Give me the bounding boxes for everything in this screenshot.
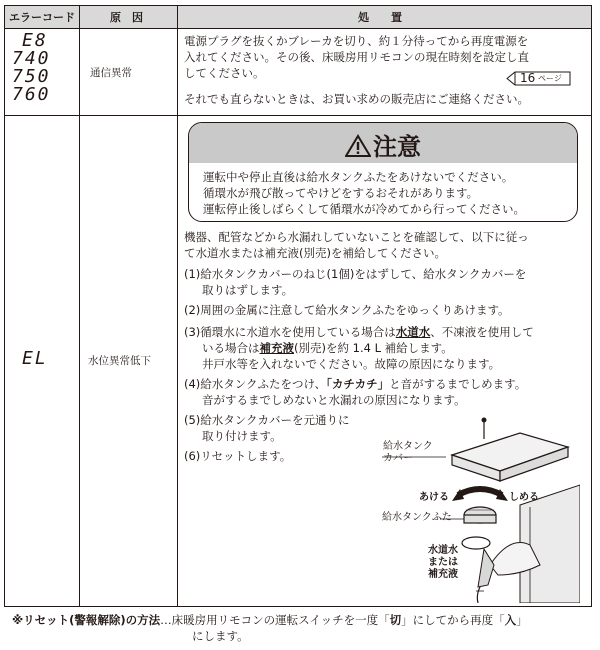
caution-box [188, 122, 578, 222]
cover-label-line: 給水タンク [383, 441, 433, 452]
step6-line: (6)リセットします。 [184, 449, 292, 463]
page-reference [506, 71, 572, 86]
caution-line: 循環水が飛び散ってやけどをするおそれがあります。 [203, 186, 479, 200]
intro-line: 機器、配管などから水漏れしていないことを確認して、以下に従っ [184, 230, 529, 244]
click-sound-term: 「カチカチ」 [326, 377, 390, 391]
row1-line: してください。 [184, 66, 265, 80]
error-code-740: 740 [12, 48, 51, 69]
footnote-text: …床暖房用リモコンの運転スイッチを一度「 [160, 613, 390, 627]
caution-title-row [189, 127, 577, 162]
header-cause: 原 因 [110, 11, 143, 24]
header-cause-cell [80, 6, 177, 28]
refill-liquid-term: 補充液 [259, 341, 294, 355]
row2-intro [184, 229, 584, 261]
footnote-heading: ※リセット(警報解除)の方法 [12, 613, 161, 627]
water-label-line: または [428, 557, 458, 568]
header-code-cell [5, 6, 79, 28]
warning-icon [345, 134, 371, 158]
caution-title: 注意 [373, 133, 421, 161]
error-code-760: 760 [12, 84, 51, 105]
header-action-cell [178, 6, 591, 28]
row1-line: 入れてください。その後、床暖房用リモコンの現在時刻を設定し直 [184, 50, 529, 64]
step5-line: (5)給水タンクカバーを元通りに [184, 413, 350, 427]
water-label-line: 補充液 [428, 569, 458, 580]
caution-line: 運転中や停止直後は給水タンクふたをあけないでください。 [203, 170, 514, 184]
step1-line: (1)給水タンクカバーのねじ(1個)をはずして、給水タンクカバーを [184, 267, 527, 281]
open-label: あける [419, 492, 449, 503]
cause-communication: 通信異常 [90, 67, 132, 79]
error-code-el: EL [22, 348, 48, 369]
caution-body [203, 169, 525, 217]
step3-text: (別売)を約 1.4 L 補給します。 [294, 341, 453, 355]
step-1 [184, 266, 584, 298]
step4-line [184, 376, 584, 392]
cap-label: 給水タンクふた [382, 512, 452, 523]
footnote-line: にします。 [192, 629, 249, 643]
intro-line: て水道水または補充液(別売)を補給してください。 [184, 246, 446, 260]
step-4 [184, 376, 584, 408]
step3-text: (3)循環水に水道水を使用している場合は [184, 325, 396, 339]
cover-label-line: カバー [383, 453, 413, 464]
footnote-text: 」にしてから再度「 [401, 613, 505, 627]
off-term: 切 [389, 613, 402, 627]
step5-line: 取り付けます。 [202, 429, 282, 443]
footnote-line [12, 612, 528, 628]
step1-line: 取りはずします。 [202, 283, 294, 297]
tap-water-term: 水道水 [395, 325, 431, 339]
row-divider [5, 115, 591, 116]
header-action: 処 置 [358, 11, 402, 24]
error-code-750: 750 [12, 66, 51, 87]
error-code-e8: E8 [22, 30, 48, 51]
cover-label [383, 441, 433, 465]
step-2 [184, 302, 584, 318]
step2-line: (2)周囲の金属に注意して給水タンクふたをゆっくりあけます。 [184, 303, 510, 317]
water-label-line: 水道水 [428, 545, 458, 556]
on-term: 入 [504, 613, 517, 627]
col-divider [177, 6, 178, 606]
step-3 [184, 324, 584, 372]
caution-line: 運転停止後しばらくして循環水が冷めてから行ってください。 [203, 202, 525, 216]
reset-footnote [12, 612, 528, 644]
header-code: エラーコード [9, 11, 75, 24]
close-label: しめる [509, 492, 539, 503]
row1-contact [184, 91, 584, 107]
cause-water-level: 水位異常低下 [88, 355, 151, 367]
page-ref-unit: ページ [538, 74, 562, 83]
row1-line: 電源プラグを抜くかブレーカを切り、約１分待ってから再度電源を [184, 34, 529, 48]
step3-line [184, 340, 584, 356]
footnote-text: 」 [516, 613, 528, 627]
step4-text: (4)給水タンクふたをつけ、 [184, 377, 327, 391]
col-divider [79, 6, 80, 606]
step4-line: 音がするまでしめないと水漏れの原因になります。 [202, 393, 466, 407]
page-ref-number: 16 [520, 71, 536, 85]
step3-line [184, 324, 584, 340]
row-divider [5, 28, 591, 29]
step3-line: 井戸水等を入れないでください。故障の原因になります。 [202, 357, 501, 371]
step4-text: と音がするまでしめます。 [389, 377, 527, 391]
step3-text: いる場合は [202, 341, 260, 355]
water-label [428, 545, 458, 581]
row1-last-line: それでも直らないときは、お買い求めの販売店にご連絡ください。 [184, 92, 529, 106]
step3-text: 、不凍液を使用して [430, 325, 534, 339]
